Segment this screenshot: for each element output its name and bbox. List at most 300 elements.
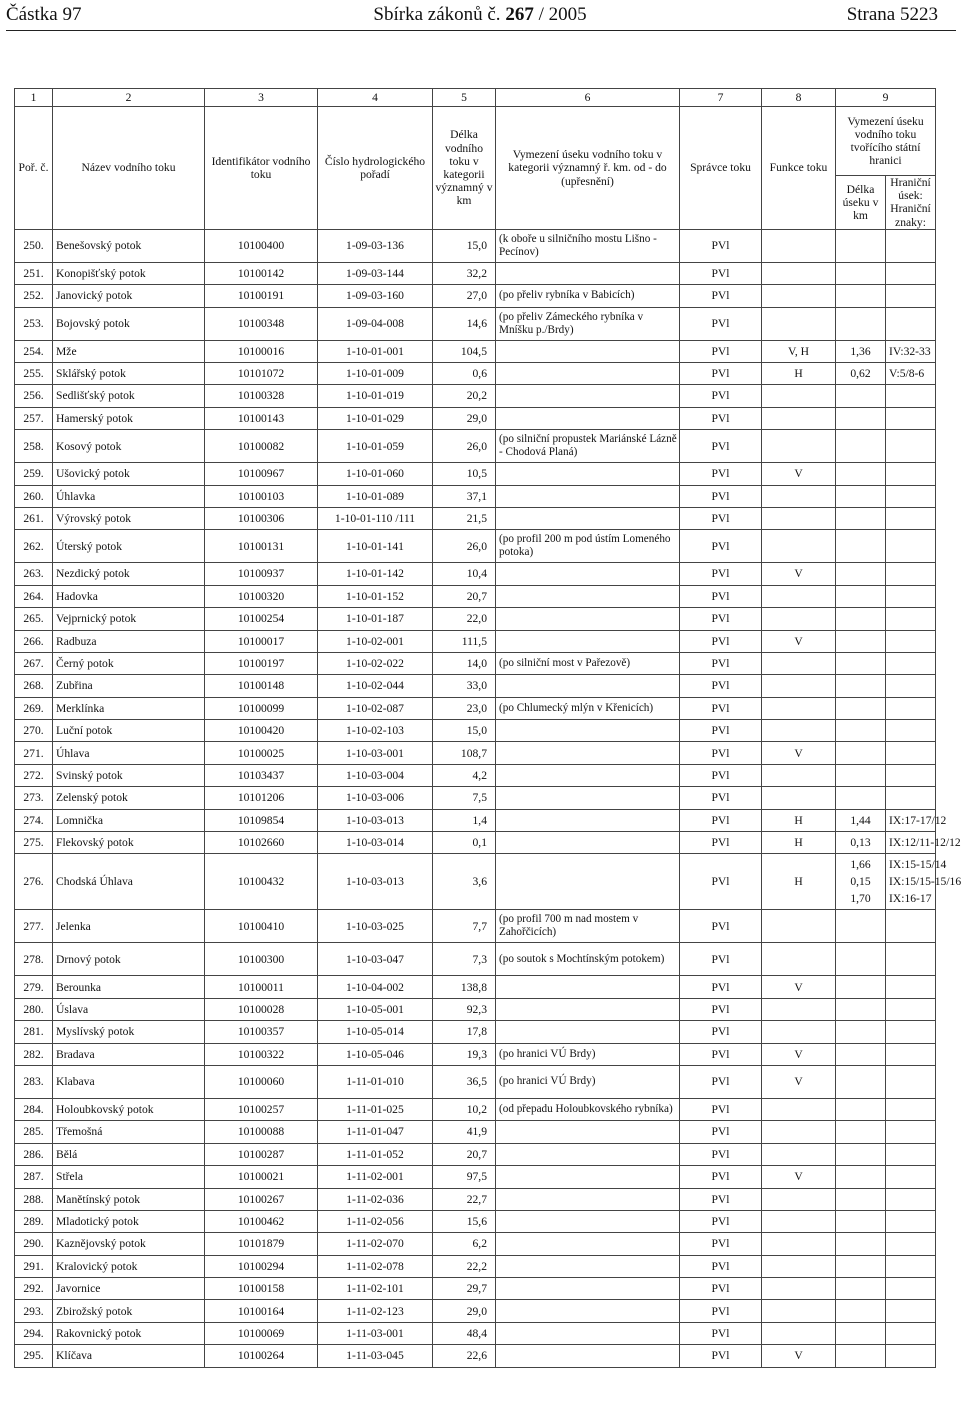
table-row <box>15 998 936 1020</box>
watercourse-name: Chodská Úhlava <box>53 854 205 910</box>
border-section-length <box>836 630 886 652</box>
border-marks-line: IX:15/15-15/16 <box>889 875 961 889</box>
border-marks <box>886 585 936 607</box>
border-section-length <box>836 1065 886 1098</box>
watercourse-name: Lomnička <box>53 809 205 831</box>
border-section-length <box>836 507 886 529</box>
administrator: PVl <box>680 340 762 362</box>
administrator: PVl <box>680 1188 762 1210</box>
watercourse-identifier: 10100267 <box>205 1188 318 1210</box>
watercourse-name: Benešovský potok <box>53 229 205 262</box>
watercourse-name: Klabava <box>53 1065 205 1098</box>
row-number: 284. <box>15 1098 53 1120</box>
watercourse-name: Kosový potok <box>53 430 205 463</box>
watercourse-name: Javornice <box>53 1278 205 1300</box>
watercourse-identifier: 10100322 <box>205 1043 318 1065</box>
section-definition: (po soutok s Mochtínským potokem) <box>496 943 680 976</box>
border-marks <box>886 854 961 910</box>
watercourse-identifier: 10100103 <box>205 485 318 507</box>
issue-part-label: Částka 97 <box>6 4 82 25</box>
border-section-length-line: 1,70 <box>850 892 871 906</box>
header-rule <box>6 30 956 31</box>
watercourse-name: Kralovický potok <box>53 1255 205 1277</box>
watercourse-name: Luční potok <box>53 720 205 742</box>
law-number: 267 <box>505 4 534 25</box>
table-row <box>15 1255 936 1277</box>
border-marks: IV:32-33 <box>886 340 936 362</box>
watercourse-name: Nezdický potok <box>53 563 205 585</box>
watercourse-name: Manětínský potok <box>53 1188 205 1210</box>
function <box>762 1098 836 1120</box>
border-section-length <box>836 976 886 998</box>
watercourse-identifier: 10100300 <box>205 943 318 976</box>
watercourse-identifier: 10100420 <box>205 720 318 742</box>
administrator: PVl <box>680 608 762 630</box>
administrator: PVl <box>680 485 762 507</box>
border-marks <box>886 262 936 284</box>
hydrological-order: 1-11-02-036 <box>318 1188 433 1210</box>
hydrological-order: 1-10-05-014 <box>318 1021 433 1043</box>
border-section-length <box>836 1255 886 1277</box>
administrator: PVl <box>680 1143 762 1165</box>
administrator: PVl <box>680 563 762 585</box>
watercourse-length: 20,7 <box>433 1143 496 1165</box>
watercourse-name: Radbuza <box>53 630 205 652</box>
function <box>762 385 836 407</box>
function <box>762 787 836 809</box>
watercourse-identifier: 10100028 <box>205 998 318 1020</box>
function <box>762 507 836 529</box>
administrator: PVl <box>680 787 762 809</box>
watercourse-name: Střela <box>53 1166 205 1188</box>
watercourse-length: 0,6 <box>433 362 496 384</box>
function: V <box>762 630 836 652</box>
section-definition <box>496 1143 680 1165</box>
section-definition <box>496 809 680 831</box>
column-number: 4 <box>318 89 433 107</box>
hydrological-order: 1-11-02-123 <box>318 1300 433 1322</box>
border-marks <box>886 530 936 563</box>
watercourse-identifier: 10100148 <box>205 675 318 697</box>
hydrological-order: 1-11-03-045 <box>318 1345 433 1367</box>
section-definition <box>496 832 680 854</box>
function <box>762 1143 836 1165</box>
watercourse-name: Berounka <box>53 976 205 998</box>
section-definition <box>496 1166 680 1188</box>
administrator: PVl <box>680 720 762 742</box>
border-marks <box>886 1188 936 1210</box>
administrator: PVl <box>680 1098 762 1120</box>
table-row <box>15 1098 936 1120</box>
table-row <box>15 507 936 529</box>
border-section-length: 1,44 <box>836 809 886 831</box>
watercourse-name: Vejprnický potok <box>53 608 205 630</box>
border-section-length <box>836 720 886 742</box>
function <box>762 675 836 697</box>
border-section-length <box>836 943 886 976</box>
table-row <box>15 262 936 284</box>
section-definition <box>496 340 680 362</box>
hydrological-order: 1-11-01-047 <box>318 1121 433 1143</box>
watercourse-length: 20,7 <box>433 585 496 607</box>
header-hydrological-order: Číslo hydrologického pořadí <box>318 107 433 230</box>
administrator: PVl <box>680 362 762 384</box>
section-definition <box>496 1345 680 1367</box>
administrator: PVl <box>680 1065 762 1098</box>
section-definition <box>496 385 680 407</box>
administrator: PVl <box>680 1166 762 1188</box>
watercourse-identifier: 10100099 <box>205 697 318 719</box>
function: H <box>762 854 836 910</box>
table-row <box>15 407 936 429</box>
page-header <box>0 0 960 32</box>
function <box>762 430 836 463</box>
watercourse-identifier: 10100025 <box>205 742 318 764</box>
border-section-length-line: 0,15 <box>850 875 871 889</box>
hydrological-order: 1-10-01-009 <box>318 362 433 384</box>
watercourse-name: Flekovský potok <box>53 832 205 854</box>
row-number: 262. <box>15 530 53 563</box>
border-marks <box>886 976 936 998</box>
table-row <box>15 630 936 652</box>
hydrological-order: 1-09-03-144 <box>318 262 433 284</box>
row-number: 252. <box>15 285 53 307</box>
watercourse-name: Mže <box>53 340 205 362</box>
hydrological-order: 1-10-02-044 <box>318 675 433 697</box>
section-definition <box>496 742 680 764</box>
table-row <box>15 1065 936 1098</box>
header-length: Délka vodního toku v kategorii významný v km <box>433 107 496 230</box>
watercourse-identifier: 10109854 <box>205 809 318 831</box>
watercourse-length: 20,2 <box>433 385 496 407</box>
administrator: PVl <box>680 507 762 529</box>
table-row <box>15 720 936 742</box>
table-row <box>15 340 936 362</box>
section-definition: (po profil 700 m nad mostem v Zahořčicích) <box>496 910 680 943</box>
border-marks <box>886 1233 936 1255</box>
watercourse-length: 1,4 <box>433 809 496 831</box>
function <box>762 1278 836 1300</box>
administrator: PVl <box>680 262 762 284</box>
header-section-length: Délka úseku v km <box>836 176 886 230</box>
border-marks <box>886 1345 936 1367</box>
row-number: 264. <box>15 585 53 607</box>
table-row <box>15 1043 936 1065</box>
hydrological-order: 1-10-01-089 <box>318 485 433 507</box>
watercourse-length: 22,0 <box>433 608 496 630</box>
watercourse-length: 6,2 <box>433 1233 496 1255</box>
border-section-length <box>836 608 886 630</box>
row-number: 291. <box>15 1255 53 1277</box>
section-definition: (od přepadu Holoubkovského rybníka) <box>496 1098 680 1120</box>
header-function: Funkce toku <box>762 107 836 230</box>
administrator: PVl <box>680 809 762 831</box>
watercourse-identifier: 10100410 <box>205 910 318 943</box>
watercourse-name: Úslava <box>53 998 205 1020</box>
watercourse-table-wrapper <box>14 88 961 1368</box>
watercourse-length: 97,5 <box>433 1166 496 1188</box>
border-section-length: 0,62 <box>836 362 886 384</box>
administrator: PVl <box>680 976 762 998</box>
table-row <box>15 485 936 507</box>
row-number: 259. <box>15 463 53 485</box>
table-body <box>15 229 961 1367</box>
row-number: 265. <box>15 608 53 630</box>
table-row <box>15 697 936 719</box>
hydrological-order: 1-10-01-060 <box>318 463 433 485</box>
function <box>762 1233 836 1255</box>
border-section-length <box>836 385 886 407</box>
hydrological-order: 1-11-02-001 <box>318 1166 433 1188</box>
function <box>762 262 836 284</box>
section-definition <box>496 585 680 607</box>
section-definition <box>496 764 680 786</box>
watercourse-identifier: 10100021 <box>205 1166 318 1188</box>
border-section-length <box>836 1143 886 1165</box>
watercourse-length: 32,2 <box>433 262 496 284</box>
border-marks <box>886 943 936 976</box>
watercourse-length: 0,1 <box>433 832 496 854</box>
watercourse-length: 17,8 <box>433 1021 496 1043</box>
watercourse-name: Černý potok <box>53 652 205 674</box>
watercourse-length: 27,0 <box>433 285 496 307</box>
watercourse-name: Sedlišťský potok <box>53 385 205 407</box>
border-section-length <box>836 285 886 307</box>
watercourse-length: 22,2 <box>433 1255 496 1277</box>
function: H <box>762 362 836 384</box>
watercourse-name: Konopišťský potok <box>53 262 205 284</box>
border-section-length <box>836 585 886 607</box>
watercourse-name: Třemošná <box>53 1121 205 1143</box>
function: V <box>762 463 836 485</box>
section-definition: (po hranici VÚ Brdy) <box>496 1043 680 1065</box>
section-definition <box>496 675 680 697</box>
function: V <box>762 1065 836 1098</box>
table-row <box>15 362 936 384</box>
section-definition <box>496 407 680 429</box>
row-number: 295. <box>15 1345 53 1367</box>
border-marks <box>886 463 936 485</box>
watercourse-identifier: 10100164 <box>205 1300 318 1322</box>
hydrological-order: 1-11-02-070 <box>318 1233 433 1255</box>
function <box>762 229 836 262</box>
watercourse-name: Mladotický potok <box>53 1210 205 1232</box>
administrator: PVl <box>680 1255 762 1277</box>
section-definition <box>496 976 680 998</box>
border-section-length <box>836 1278 886 1300</box>
function <box>762 530 836 563</box>
border-section-length <box>836 262 886 284</box>
border-marks <box>886 652 936 674</box>
section-definition: (po přeliv rybníka v Babicích) <box>496 285 680 307</box>
hydrological-order: 1-09-03-160 <box>318 285 433 307</box>
watercourse-identifier: 10100158 <box>205 1278 318 1300</box>
hydrological-order: 1-09-03-136 <box>318 229 433 262</box>
column-number: 6 <box>496 89 680 107</box>
row-number: 294. <box>15 1322 53 1344</box>
table-row <box>15 764 936 786</box>
watercourse-length: 48,4 <box>433 1322 496 1344</box>
hydrological-order: 1-10-05-046 <box>318 1043 433 1065</box>
section-definition <box>496 1121 680 1143</box>
row-number: 269. <box>15 697 53 719</box>
hydrological-order: 1-10-01-141 <box>318 530 433 563</box>
row-number: 251. <box>15 262 53 284</box>
row-number: 287. <box>15 1166 53 1188</box>
administrator: PVl <box>680 530 762 563</box>
collection-title <box>0 4 960 26</box>
table-row <box>15 307 936 340</box>
table-row <box>15 943 936 976</box>
table-row <box>15 652 936 674</box>
row-number: 285. <box>15 1121 53 1143</box>
section-definition <box>496 1278 680 1300</box>
watercourse-name: Zubřina <box>53 675 205 697</box>
administrator: PVl <box>680 630 762 652</box>
table-row <box>15 563 936 585</box>
row-number: 275. <box>15 832 53 854</box>
watercourse-identifier: 10102660 <box>205 832 318 854</box>
table-row <box>15 585 936 607</box>
row-number: 255. <box>15 362 53 384</box>
watercourse-identifier: 10100197 <box>205 652 318 674</box>
row-number: 280. <box>15 998 53 1020</box>
administrator: PVl <box>680 832 762 854</box>
function: H <box>762 809 836 831</box>
table-row <box>15 809 936 831</box>
header-identifier: Identifikátor vodního toku <box>205 107 318 230</box>
watercourse-name: Zelenský potok <box>53 787 205 809</box>
border-section-length <box>836 1021 886 1043</box>
row-number: 288. <box>15 1188 53 1210</box>
table-row <box>15 854 936 910</box>
border-section-length <box>836 787 886 809</box>
watercourse-length: 111,5 <box>433 630 496 652</box>
table-header <box>15 89 936 230</box>
administrator: PVl <box>680 764 762 786</box>
administrator: PVl <box>680 998 762 1020</box>
administrator: PVl <box>680 585 762 607</box>
watercourse-name: Výrovský potok <box>53 507 205 529</box>
watercourse-length: 108,7 <box>433 742 496 764</box>
watercourse-length: 29,0 <box>433 407 496 429</box>
border-marks: V:5/8-6 <box>886 362 936 384</box>
header-border-marks: Hraniční úsek: Hraniční znaky: <box>886 176 936 230</box>
table-row <box>15 675 936 697</box>
table-row <box>15 608 936 630</box>
hydrological-order: 1-10-04-002 <box>318 976 433 998</box>
section-definition <box>496 262 680 284</box>
border-section-length <box>836 652 886 674</box>
section-definition <box>496 1188 680 1210</box>
section-definition: (po Chlumecký mlýn v Křenicích) <box>496 697 680 719</box>
hydrological-order: 1-10-03-014 <box>318 832 433 854</box>
watercourse-identifier: 10100131 <box>205 530 318 563</box>
watercourse-name: Klíčava <box>53 1345 205 1367</box>
border-section-length <box>836 1043 886 1065</box>
hydrological-order: 1-10-03-025 <box>318 910 433 943</box>
header-border-section-group: Vymezení úseku vodního toku tvořícího státní hranici <box>836 107 936 176</box>
row-number: 274. <box>15 809 53 831</box>
hydrological-order: 1-10-01-019 <box>318 385 433 407</box>
watercourse-identifier: 10100191 <box>205 285 318 307</box>
watercourse-identifier: 10100254 <box>205 608 318 630</box>
watercourse-identifier: 10100143 <box>205 407 318 429</box>
watercourse-identifier: 10100011 <box>205 976 318 998</box>
row-number: 277. <box>15 910 53 943</box>
hydrological-order: 1-10-01-142 <box>318 563 433 585</box>
administrator: PVl <box>680 910 762 943</box>
table-row <box>15 1233 936 1255</box>
column-number: 5 <box>433 89 496 107</box>
border-marks-line: IX:16-17 <box>889 892 932 906</box>
watercourse-name: Holoubkovský potok <box>53 1098 205 1120</box>
function <box>762 764 836 786</box>
table-row <box>15 463 936 485</box>
hydrological-order: 1-11-01-025 <box>318 1098 433 1120</box>
administrator: PVl <box>680 307 762 340</box>
watercourse-identifier: 10100142 <box>205 262 318 284</box>
watercourse-identifier: 10100082 <box>205 430 318 463</box>
watercourse-identifier: 10100432 <box>205 854 318 910</box>
section-definition <box>496 1322 680 1344</box>
border-marks <box>886 1121 936 1143</box>
function <box>762 1210 836 1232</box>
row-number: 286. <box>15 1143 53 1165</box>
border-marks <box>886 485 936 507</box>
watercourse-identifier: 10100348 <box>205 307 318 340</box>
watercourse-identifier: 10100264 <box>205 1345 318 1367</box>
table-row <box>15 1300 936 1322</box>
border-marks <box>886 742 936 764</box>
watercourse-name: Drnový potok <box>53 943 205 976</box>
table-row <box>15 1345 936 1367</box>
border-marks: IX:17-17/12 <box>886 809 936 831</box>
section-definition <box>496 787 680 809</box>
section-definition <box>496 1233 680 1255</box>
function <box>762 1255 836 1277</box>
hydrological-order: 1-10-01-110 /111 <box>318 507 433 529</box>
watercourse-length: 33,0 <box>433 675 496 697</box>
table-row <box>15 832 936 854</box>
table-row <box>15 1021 936 1043</box>
watercourse-identifier: 10101072 <box>205 362 318 384</box>
function <box>762 1021 836 1043</box>
watercourse-name: Kaznějovský potok <box>53 1233 205 1255</box>
table-row <box>15 430 936 463</box>
border-section-length <box>836 1322 886 1344</box>
hydrological-order: 1-10-03-047 <box>318 943 433 976</box>
border-marks <box>886 697 936 719</box>
watercourse-identifier: 10100257 <box>205 1098 318 1120</box>
table-row <box>15 1121 936 1143</box>
border-marks <box>886 1021 936 1043</box>
watercourse-name: Bojovský potok <box>53 307 205 340</box>
watercourse-identifier: 10100287 <box>205 1143 318 1165</box>
hydrological-order: 1-09-04-008 <box>318 307 433 340</box>
hydrological-order: 1-11-03-001 <box>318 1322 433 1344</box>
watercourse-length: 22,7 <box>433 1188 496 1210</box>
watercourse-length: 10,4 <box>433 563 496 585</box>
table-row <box>15 787 936 809</box>
table-row <box>15 229 936 262</box>
collection-title-prefix: Sbírka zákonů č. <box>373 4 506 25</box>
border-section-length <box>836 229 886 262</box>
watercourse-length: 29,0 <box>433 1300 496 1322</box>
administrator: PVl <box>680 1278 762 1300</box>
administrator: PVl <box>680 742 762 764</box>
administrator: PVl <box>680 229 762 262</box>
